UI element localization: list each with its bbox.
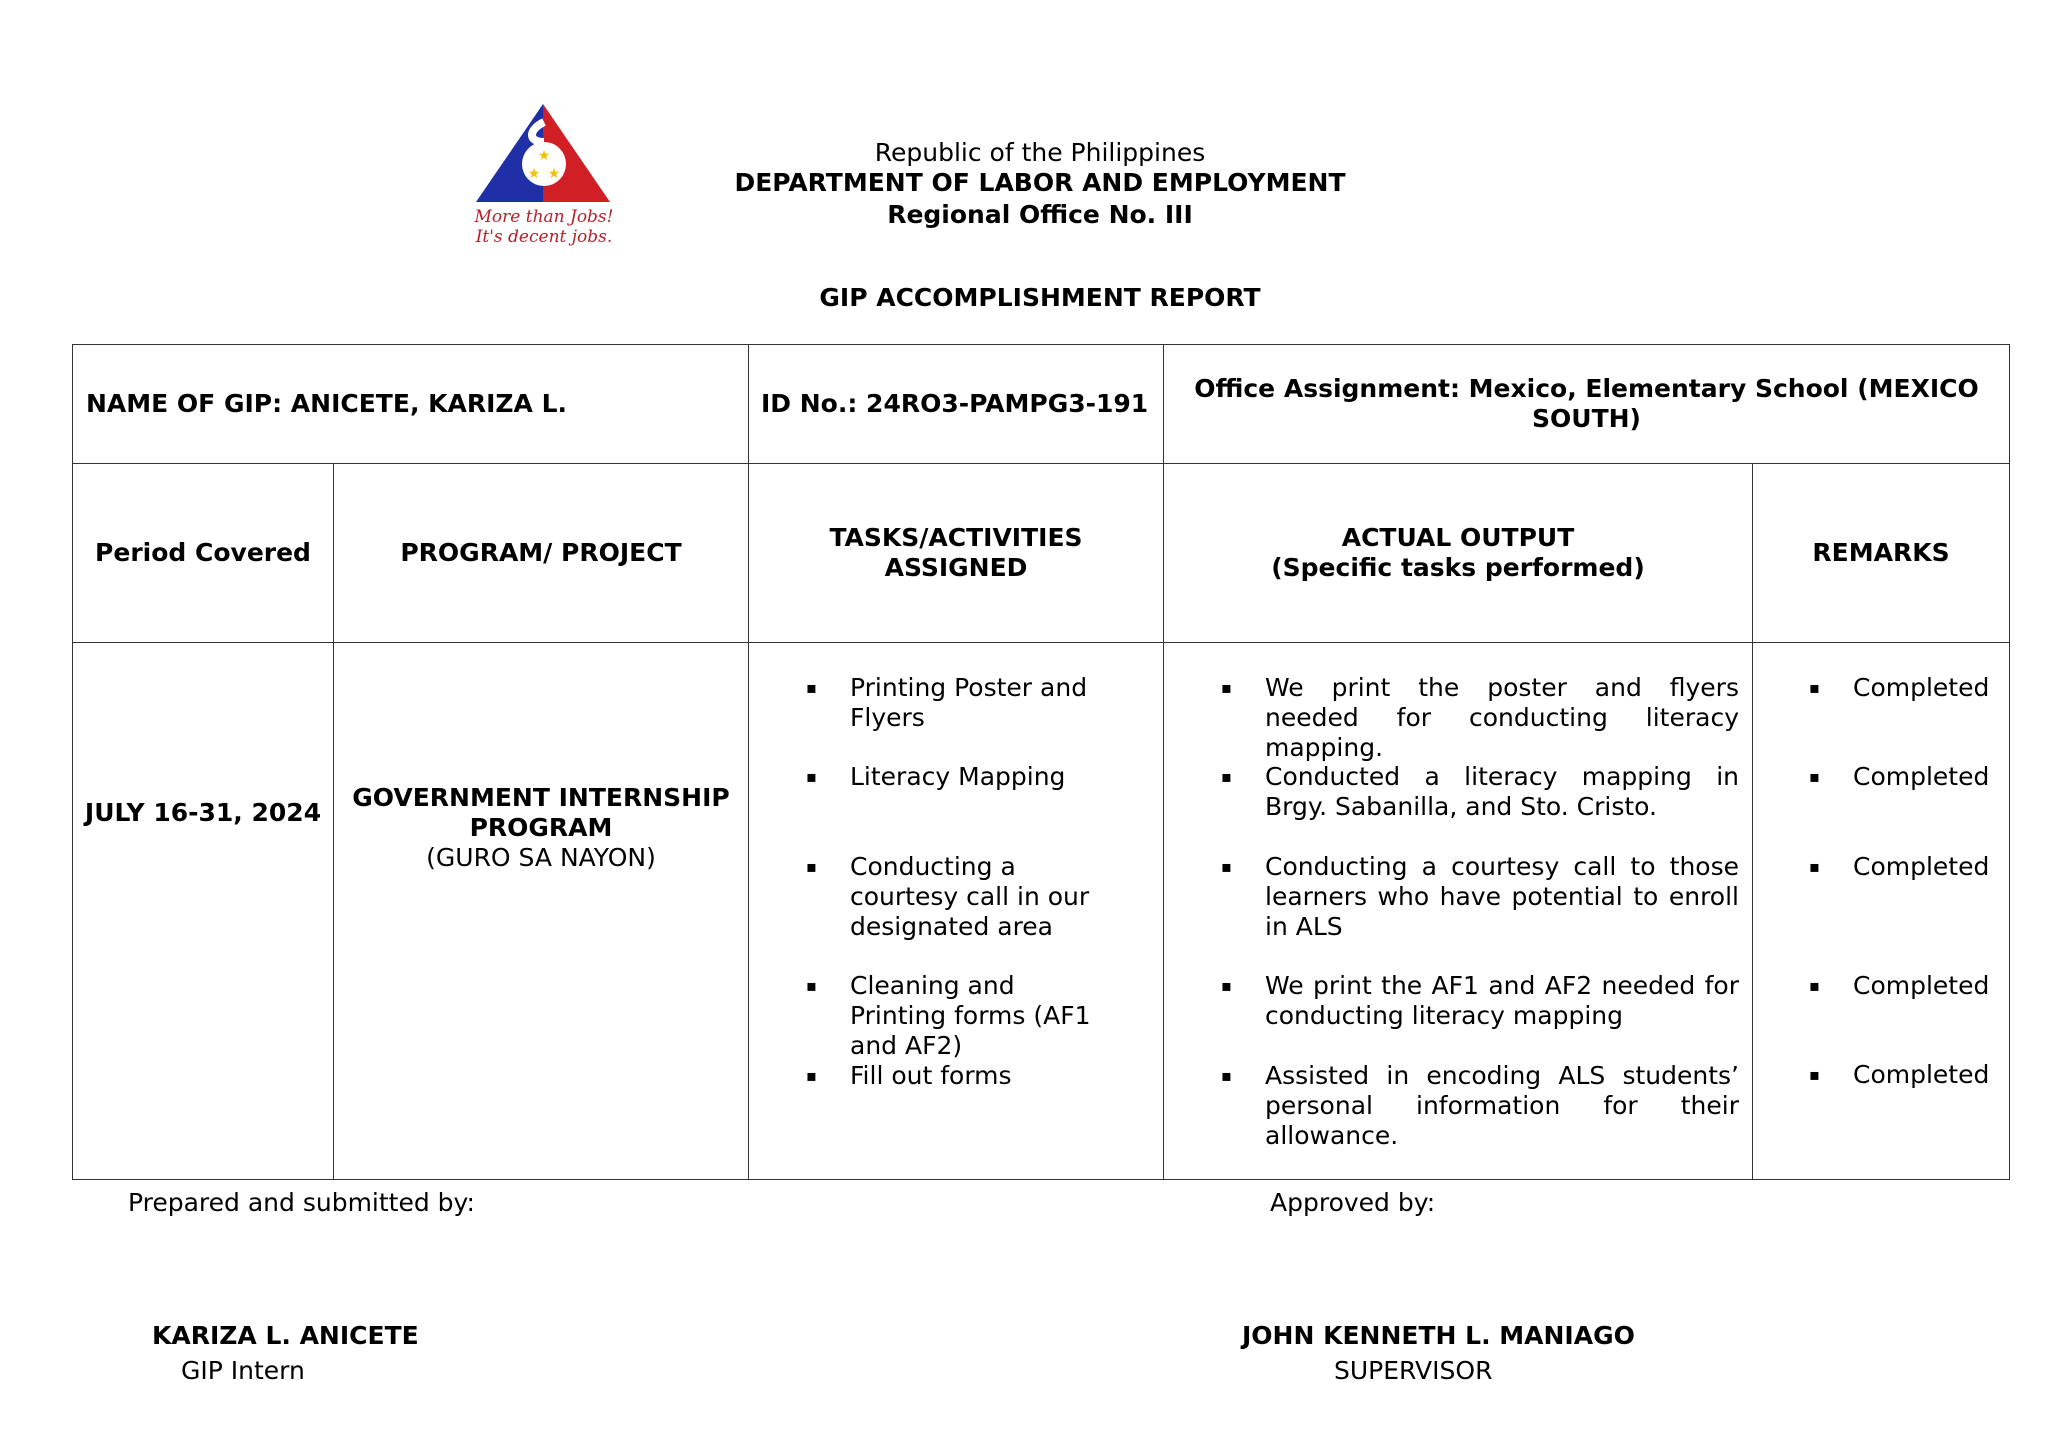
bullet-icon: ▪ bbox=[1221, 678, 1232, 697]
bullet-icon: ▪ bbox=[1221, 1066, 1232, 1085]
period-covered bbox=[73, 643, 334, 1180]
approver-title: SUPERVISOR bbox=[1334, 1356, 1493, 1385]
header-remarks: REMARKS bbox=[1753, 464, 2010, 643]
header-tasks-line2: ASSIGNED bbox=[884, 553, 1028, 582]
bullet-icon: ▪ bbox=[1221, 857, 1232, 876]
outputs-cell bbox=[1164, 643, 1753, 1180]
task-text: Fill out forms bbox=[850, 1061, 1012, 1090]
task-text: Conducting a courtesy call in our designated area bbox=[850, 852, 1090, 941]
republic-heading: Republic of the Philippines bbox=[874, 138, 1206, 167]
bullet-icon: ▪ bbox=[806, 1066, 817, 1085]
table-row bbox=[73, 643, 2010, 1180]
task-text: Cleaning and Printing forms (AF1 and AF2) bbox=[850, 971, 1091, 1060]
header-output-line2: (Specific tasks performed) bbox=[1271, 553, 1645, 582]
logo-star-icon: ★ bbox=[537, 148, 551, 164]
header-tasks bbox=[749, 464, 1164, 643]
program-name: GOVERNMENT INTERNSHIP PROGRAM bbox=[352, 783, 730, 842]
bullet-icon: ▪ bbox=[806, 976, 817, 995]
bullet-icon: ▪ bbox=[1809, 1065, 1820, 1084]
logo-star-icon: ★ bbox=[547, 166, 561, 182]
department-heading: DEPARTMENT OF LABOR AND EMPLOYMENT bbox=[734, 168, 1346, 197]
gip-id-number: ID No.: 24RO3-PAMPG3-191 bbox=[749, 345, 1164, 464]
remark-text: Completed bbox=[1853, 852, 1990, 881]
task-text: Literacy Mapping bbox=[850, 762, 1066, 791]
period-value: JULY 16-31, 2024 bbox=[84, 798, 322, 827]
remarks-cell bbox=[1753, 643, 2010, 1180]
preparer-name: KARIZA L. ANICETE bbox=[152, 1321, 419, 1350]
gip-name: NAME OF GIP: ANICETE, KARIZA L. bbox=[73, 345, 749, 464]
tasks-cell bbox=[749, 643, 1164, 1180]
header-period: Period Covered bbox=[73, 464, 334, 643]
preparer-title: GIP Intern bbox=[181, 1356, 305, 1385]
remark-text: Completed bbox=[1853, 673, 1990, 702]
program-cell bbox=[334, 643, 749, 1180]
report-title: GIP ACCOMPLISHMENT REPORT bbox=[819, 283, 1261, 312]
logo-star-icon: ★ bbox=[527, 166, 541, 182]
bullet-icon: ▪ bbox=[1809, 857, 1820, 876]
header-tasks-line1: TASKS/ACTIVITIES bbox=[829, 523, 1083, 552]
bullet-icon: ▪ bbox=[1809, 976, 1820, 995]
output-text: We print the poster and flyers needed for conducting literacy mapping. bbox=[1265, 673, 1739, 762]
output-text: Conducted a literacy mapping in Brgy. Sabanilla, and Sto. Cristo. bbox=[1265, 762, 1739, 821]
remark-text: Completed bbox=[1853, 762, 1990, 791]
accomplishment-table bbox=[72, 344, 2010, 1180]
logo-tagline-1: More than Jobs! bbox=[474, 207, 614, 227]
header-program: PROGRAM/ PROJECT bbox=[334, 464, 749, 643]
bullet-icon: ▪ bbox=[1809, 678, 1820, 697]
info-row bbox=[73, 345, 2010, 464]
remark-text: Completed bbox=[1853, 1060, 1990, 1089]
bullet-icon: ▪ bbox=[806, 767, 817, 786]
logo-tagline-2: It's decent jobs. bbox=[475, 227, 613, 247]
prepared-label: Prepared and submitted by: bbox=[128, 1188, 475, 1217]
output-text: We print the AF1 and AF2 needed for conducting literacy mapping bbox=[1265, 971, 1739, 1030]
office-assignment: Office Assignment: Mexico, Elementary School (MEXICO SOUTH) bbox=[1164, 345, 2010, 464]
header-output bbox=[1164, 464, 1753, 643]
approver-name: JOHN KENNETH L. MANIAGO bbox=[1242, 1321, 1635, 1350]
bullet-icon: ▪ bbox=[1809, 767, 1820, 786]
column-header-row bbox=[73, 464, 2010, 643]
output-text: Conducting a courtesy call to those learners who have potential to enroll in ALS bbox=[1265, 852, 1739, 941]
task-text: Printing Poster and Flyers bbox=[850, 673, 1088, 732]
output-text: Assisted in encoding ALS students’ personal information for their allowance. bbox=[1265, 1061, 1739, 1150]
bullet-icon: ▪ bbox=[806, 857, 817, 876]
program-subtitle: (GURO SA NAYON) bbox=[426, 843, 656, 872]
remark-text: Completed bbox=[1853, 971, 1990, 1000]
bullet-icon: ▪ bbox=[1221, 767, 1232, 786]
bullet-icon: ▪ bbox=[806, 678, 817, 697]
header-output-line1: ACTUAL OUTPUT bbox=[1341, 523, 1575, 552]
regional-office-heading: Regional Office No. III bbox=[887, 200, 1193, 229]
approved-label: Approved by: bbox=[1270, 1188, 1436, 1217]
bullet-icon: ▪ bbox=[1221, 976, 1232, 995]
